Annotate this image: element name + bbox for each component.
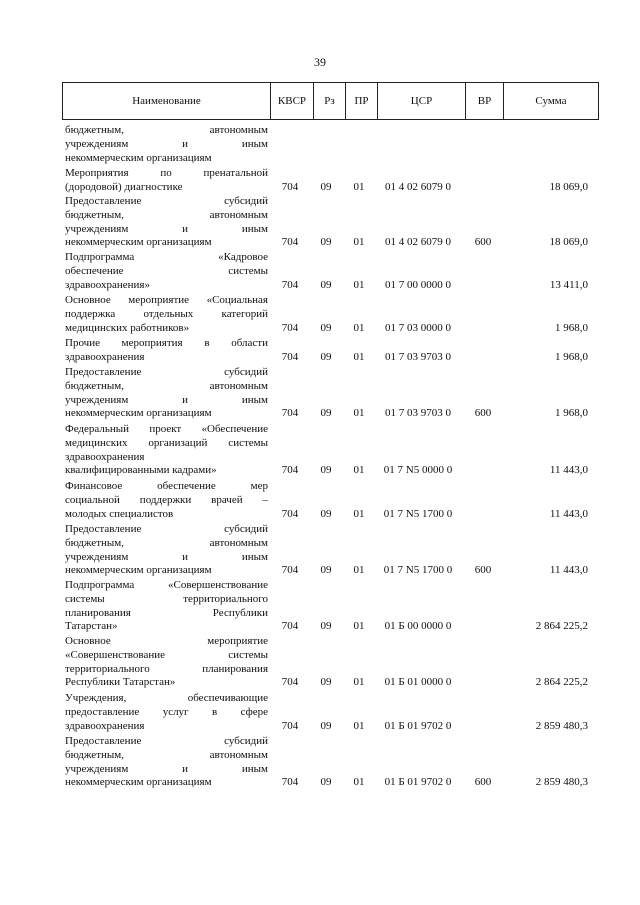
row-name-line: Предоставление субсидий — [65, 366, 268, 378]
header-name: Наименование — [132, 95, 201, 107]
row-name-line: бюджетным, автономным — [65, 208, 268, 221]
row-name — [65, 337, 268, 365]
row-vr: 600 — [474, 776, 492, 789]
row-rz: 09 — [320, 507, 332, 520]
row-name-line: Прочие мероприятия в области — [65, 337, 268, 349]
header-csr: ЦСР — [377, 83, 465, 119]
row-kvsr: 704 — [281, 564, 299, 577]
row-rz: 09 — [320, 180, 332, 193]
header-sum: Сумма — [503, 83, 598, 119]
row-name — [65, 635, 268, 690]
row-kvsr: 704 — [281, 407, 299, 420]
table-row — [62, 480, 599, 521]
row-name — [65, 124, 268, 165]
row-kvsr: 704 — [281, 350, 299, 363]
row-kvsr: 704 — [281, 776, 299, 789]
row-name — [65, 251, 268, 292]
row-name-line: бюджетным, автономным — [65, 124, 268, 136]
row-rz: 09 — [320, 236, 332, 249]
row-name-line: некоммерческим организациям — [65, 564, 212, 577]
row-sum: 2 864 225,2 — [535, 676, 588, 689]
row-csr: 01 7 03 9703 0 — [385, 350, 451, 363]
row-name-line: Основное мероприятие «Социальная — [65, 294, 268, 306]
row-sum: 18 069,0 — [549, 236, 588, 249]
table-row — [62, 124, 599, 165]
row-csr: 01 Б 01 9702 0 — [384, 776, 452, 789]
row-name-line: «Совершенствование системы — [65, 648, 268, 661]
row-sum: 18 069,0 — [549, 180, 588, 193]
row-name-line: некоммерческим организациям — [65, 776, 212, 789]
row-sum: 2 864 225,2 — [535, 620, 588, 633]
row-name-line: системы территориального — [65, 592, 268, 605]
row-name-line: планирования Республики — [65, 606, 268, 619]
row-name — [65, 579, 268, 634]
row-rz: 09 — [320, 676, 332, 689]
row-name-line: Республики Татарстан» — [65, 676, 176, 689]
table-row — [62, 523, 599, 578]
row-sum: 1 968,0 — [555, 407, 588, 420]
row-pr: 01 — [353, 321, 365, 334]
row-kvsr: 704 — [281, 507, 299, 520]
row-sum: 11 443,0 — [549, 507, 588, 520]
row-name-line: учреждениям и иным — [65, 222, 268, 235]
row-kvsr: 704 — [281, 278, 299, 291]
row-name-line: Подпрограмма «Кадровое — [65, 251, 268, 263]
row-kvsr: 704 — [281, 321, 299, 334]
row-name-line: некоммерческим организациям — [65, 236, 212, 249]
row-name — [65, 167, 268, 195]
row-kvsr: 704 — [281, 464, 299, 477]
row-name — [65, 423, 268, 478]
header-pr: ПР — [345, 83, 377, 119]
row-name-line: здравоохранения» — [65, 278, 150, 291]
row-name-line: Финансовое обеспечение мер — [65, 480, 268, 492]
row-csr: 01 Б 01 0000 0 — [384, 676, 452, 689]
row-name — [65, 480, 268, 521]
row-name-line: Мероприятия по пренатальной — [65, 167, 268, 179]
header-vr: ВР — [465, 83, 503, 119]
row-rz: 09 — [320, 464, 332, 477]
row-rz: 09 — [320, 350, 332, 363]
row-name-line: здравоохранения — [65, 719, 145, 732]
row-name-line: бюджетным, автономным — [65, 536, 268, 549]
row-pr: 01 — [353, 719, 365, 732]
row-name — [65, 195, 268, 250]
row-sum: 11 443,0 — [549, 564, 588, 577]
table-row — [62, 294, 599, 335]
row-name-line: здравоохранения — [65, 450, 145, 463]
row-kvsr: 704 — [281, 719, 299, 732]
row-rz: 09 — [320, 620, 332, 633]
row-kvsr: 704 — [281, 676, 299, 689]
table-row — [62, 735, 599, 790]
row-name-line: учреждениям и иным — [65, 762, 268, 775]
table-row — [62, 251, 599, 292]
row-name — [65, 294, 268, 335]
row-name-line: бюджетным, автономным — [65, 748, 268, 761]
row-name-line: Предоставление субсидий — [65, 735, 268, 747]
table-row — [62, 366, 599, 421]
row-name-line: Предоставление субсидий — [65, 523, 268, 535]
table-row — [62, 692, 599, 733]
row-rz: 09 — [320, 321, 332, 334]
row-name-line: некоммерческим организациям — [65, 151, 212, 164]
row-kvsr: 704 — [281, 620, 299, 633]
page-number: 39 — [314, 55, 326, 69]
row-vr: 600 — [474, 236, 492, 249]
row-sum: 13 411,0 — [549, 278, 588, 291]
row-sum: 11 443,0 — [549, 464, 588, 477]
row-pr: 01 — [353, 236, 365, 249]
row-vr: 600 — [474, 407, 492, 420]
row-name-line: некоммерческим организациям — [65, 407, 212, 420]
row-kvsr: 704 — [281, 180, 299, 193]
row-name-line: бюджетным, автономным — [65, 379, 268, 392]
row-csr: 01 7 00 0000 0 — [385, 278, 451, 291]
row-kvsr: 704 — [281, 236, 299, 249]
row-sum: 1 968,0 — [555, 350, 588, 363]
header-kvsr: КВСР — [270, 83, 313, 119]
row-name-line: обеспечение системы — [65, 264, 268, 277]
row-pr: 01 — [353, 464, 365, 477]
row-sum: 2 859 480,3 — [535, 776, 588, 789]
table-row — [62, 167, 599, 195]
row-pr: 01 — [353, 676, 365, 689]
row-csr: 01 7 03 9703 0 — [385, 407, 451, 420]
row-pr: 01 — [353, 776, 365, 789]
header-rz: Рз — [313, 83, 345, 119]
table-row — [62, 195, 599, 250]
row-csr: 01 4 02 6079 0 — [385, 236, 451, 249]
row-pr: 01 — [353, 407, 365, 420]
table-row — [62, 423, 599, 478]
row-name-line: Предоставление субсидий — [65, 195, 268, 207]
row-name-line: социальной поддержки врачей – — [65, 493, 268, 506]
row-name — [65, 692, 268, 733]
row-rz: 09 — [320, 776, 332, 789]
row-name-line: здравоохранения — [65, 350, 145, 363]
row-csr: 01 7 N5 0000 0 — [383, 464, 453, 477]
row-vr: 600 — [474, 564, 492, 577]
row-name-line: медицинских работников» — [65, 321, 190, 334]
table-header — [62, 82, 599, 120]
row-name-line: Федеральный проект «Обеспечение — [65, 423, 268, 435]
row-pr: 01 — [353, 278, 365, 291]
row-csr: 01 Б 01 9702 0 — [384, 719, 452, 732]
row-name-line: Учреждения, обеспечивающие — [65, 692, 268, 704]
row-name-line: учреждениям и иным — [65, 393, 268, 406]
row-name — [65, 735, 268, 790]
row-pr: 01 — [353, 564, 365, 577]
table-row — [62, 337, 599, 365]
row-name-line: (дородовой) диагностике — [65, 180, 183, 193]
row-rz: 09 — [320, 564, 332, 577]
table-row — [62, 579, 599, 634]
row-csr: 01 7 03 0000 0 — [385, 321, 451, 334]
row-csr: 01 Б 00 0000 0 — [384, 620, 452, 633]
row-name-line: Основное мероприятие — [65, 635, 268, 647]
row-pr: 01 — [353, 350, 365, 363]
row-pr: 01 — [353, 507, 365, 520]
row-pr: 01 — [353, 620, 365, 633]
row-name-line: учреждениям и иным — [65, 550, 268, 563]
row-name-line: медицинских организаций системы — [65, 436, 268, 449]
row-name — [65, 523, 268, 578]
row-csr: 01 7 N5 1700 0 — [383, 507, 453, 520]
row-csr: 01 7 N5 1700 0 — [383, 564, 453, 577]
row-name-line: Татарстан» — [65, 620, 118, 633]
row-name-line: поддержка отдельных категорий — [65, 307, 268, 320]
row-sum: 1 968,0 — [555, 321, 588, 334]
row-name-line: предоставление услуг в сфере — [65, 705, 268, 718]
row-name-line: молодых специалистов — [65, 507, 174, 520]
row-sum: 2 859 480,3 — [535, 719, 588, 732]
row-pr: 01 — [353, 180, 365, 193]
table-row — [62, 635, 599, 690]
row-name-line: территориального планирования — [65, 662, 268, 675]
row-csr: 01 4 02 6079 0 — [385, 180, 451, 193]
row-rz: 09 — [320, 719, 332, 732]
row-name-line: квалифицированными кадрами» — [65, 464, 217, 477]
row-rz: 09 — [320, 278, 332, 291]
row-name-line: учреждениям и иным — [65, 137, 268, 150]
row-name-line: Подпрограмма «Совершенствование — [65, 579, 268, 591]
row-name — [65, 366, 268, 421]
row-rz: 09 — [320, 407, 332, 420]
